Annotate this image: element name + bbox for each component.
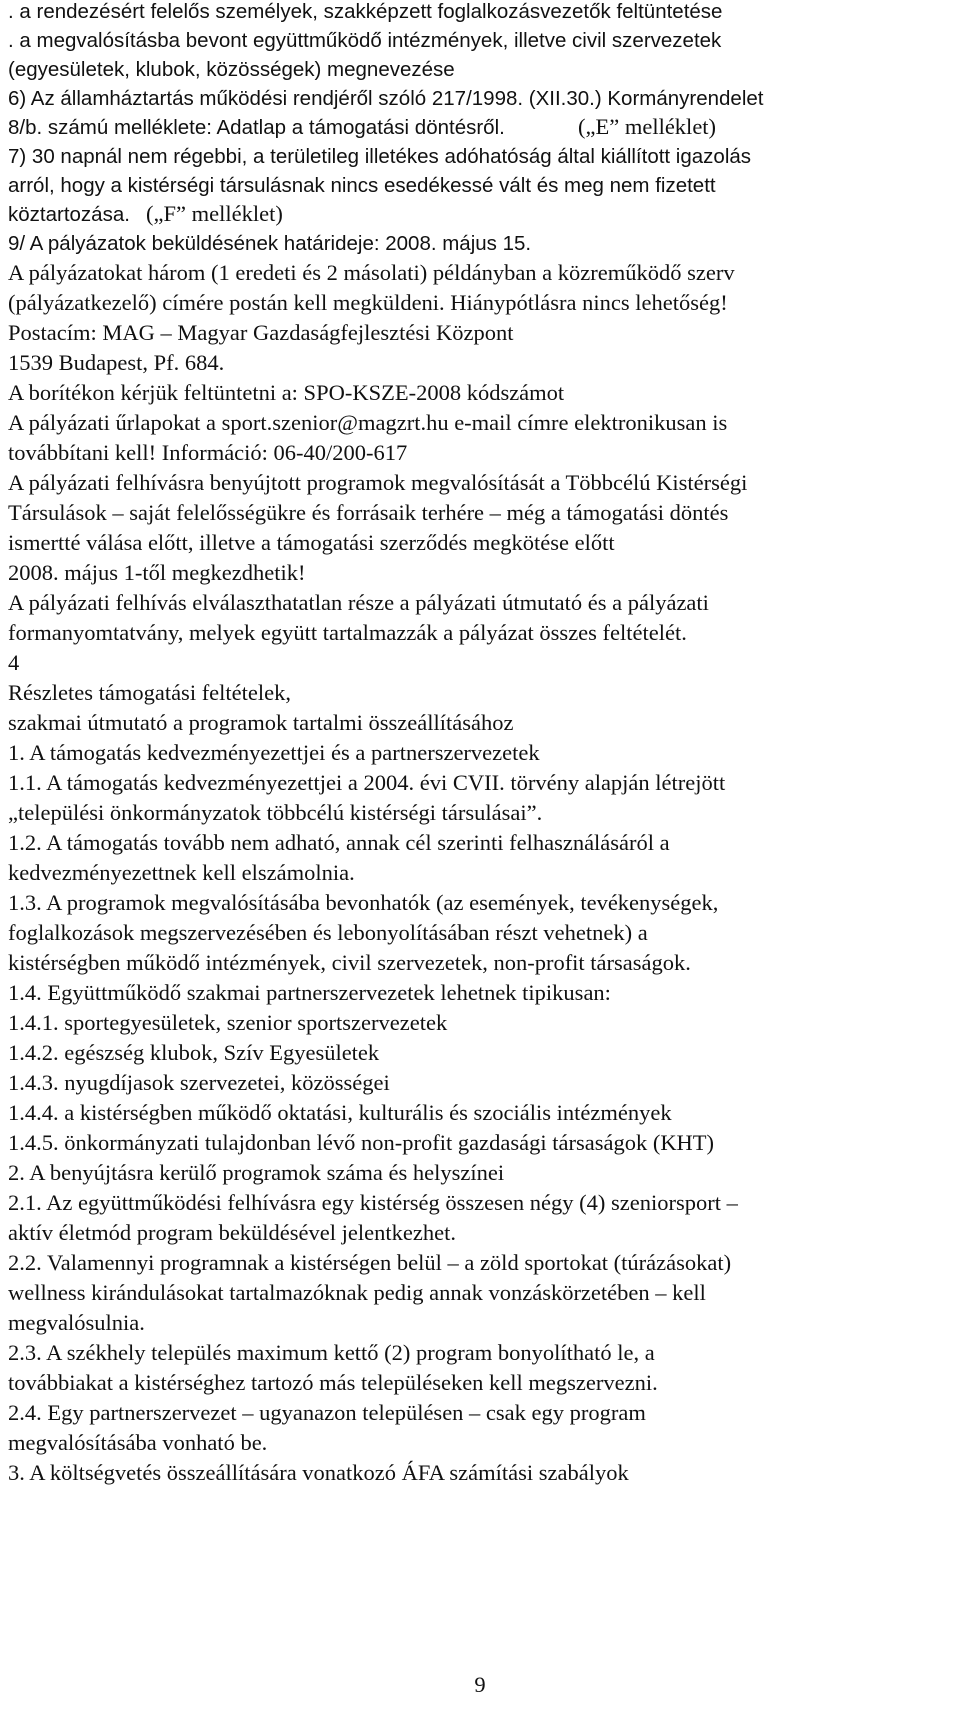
text-line: Postacím: MAG – Magyar Gazdaságfejlesztési Központ xyxy=(8,320,514,345)
text-line: (egyesületek, klubok, közösségek) megnevezése xyxy=(8,58,455,81)
text-line: aktív életmód program beküldésével jelentkezhet. xyxy=(8,1220,456,1245)
text-line: 2.2. Valamennyi programnak a kistérségen belül – a zöld sportokat (túrázásokat) xyxy=(8,1250,732,1275)
text-line: 1.1. A támogatás kedvezményezettjei a 2004. évi CVII. törvény alapján létrejött xyxy=(8,770,726,795)
text-line: 1.4.3. nyugdíjasok szervezetei, közösségei xyxy=(8,1070,390,1095)
text-line: köztartozása. xyxy=(8,203,130,226)
text-line: . a rendezésért felelős személyek, szakképzett foglalkozásvezetők feltüntetése xyxy=(8,0,723,23)
text-line: 2.3. A székhely település maximum kettő (2) program bonyolítható le, a xyxy=(8,1340,655,1365)
text-line: (pályázatkezelő) címére postán kell megküldeni. Hiánypótlásra nincs lehetőség! xyxy=(8,290,728,315)
text-line: 9/ A pályázatok beküldésének határideje: 2008. május 15. xyxy=(8,232,532,255)
text-line: 1.4.1. sportegyesületek, szenior sportszervezetek xyxy=(8,1010,448,1035)
text-line: 2.4. Egy partnerszervezet – ugyanazon településen – csak egy program xyxy=(8,1400,646,1425)
text-line: 2.1. Az együttműködési felhívásra egy kistérség összesen négy (4) szeniorsport – xyxy=(8,1190,738,1215)
text-line: A pályázatokat három (1 eredeti és 2 másolati) példányban a közreműködő szerv xyxy=(8,260,735,285)
text-line: formanyomtatvány, melyek együtt tartalmazzák a pályázat összes feltételét. xyxy=(8,620,687,645)
text-line: A borítékon kérjük feltüntetni a: SPO-KSZE-2008 kódszámot xyxy=(8,380,565,405)
text-line: („F” melléklet) xyxy=(146,201,283,226)
text-line: 1.4.5. önkormányzati tulajdonban lévő non-profit gazdasági társaságok (KHT) xyxy=(8,1130,715,1155)
page-number: 9 xyxy=(474,1672,486,1697)
text-line: („E” melléklet) xyxy=(578,114,717,139)
text-line: foglalkozások megszervezésében és lebonyolításában részt vehetnek) a xyxy=(8,920,648,945)
text-line: A pályázati felhívásra benyújtott programok megvalósítását a Többcélú Kistérségi xyxy=(8,470,748,495)
text-line: arról, hogy a kistérségi társulásnak nincs esedékessé vált és meg nem fizetett xyxy=(8,174,716,197)
text-line: 1.2. A támogatás tovább nem adható, annak cél szerinti felhasználásáról a xyxy=(8,830,670,855)
text-line: 2. A benyújtásra kerülő programok száma és helyszínei xyxy=(8,1160,505,1185)
text-line: kedvezményezettnek kell elszámolnia. xyxy=(8,860,355,885)
text-line: 1.4.2. egészség klubok, Szív Egyesületek xyxy=(8,1040,380,1065)
text-line: A pályázati felhívás elválaszthatatlan része a pályázati útmutató és a pályázati xyxy=(8,590,709,615)
text-line: 3. A költségvetés összeállítására vonatkozó ÁFA számítási szabályok xyxy=(8,1460,629,1485)
text-line: 1.3. A programok megvalósításába bevonhatók (az események, tevékenységek, xyxy=(8,890,719,915)
text-line: 8/b. számú melléklete: Adatlap a támogatási döntésről. xyxy=(8,116,505,139)
text-line: megvalósításába vonható be. xyxy=(8,1430,268,1455)
text-line: 1. A támogatás kedvezményezettjei és a partnerszervezetek xyxy=(8,740,540,765)
text-line: 7) 30 napnál nem régebbi, a területileg illetékes adóhatóság által kiállított igazolás xyxy=(8,145,752,168)
text-line: Társulások – saját felelősségükre és forrásaik terhére – még a támogatási döntés xyxy=(8,500,729,525)
text-line: . a megvalósításba bevont együttműködő intézmények, illetve civil szervezetek xyxy=(8,29,722,52)
text-line: megvalósulnia. xyxy=(8,1310,145,1335)
text-line: továbbiakat a kistérséghez tartozó más településeken kell megszervezni. xyxy=(8,1370,658,1395)
section-heading: szakmai útmutató a programok tartalmi összeállításához xyxy=(8,710,514,735)
text-line: „települési önkormányzatok többcélú kistérségi társulásai”. xyxy=(8,800,543,825)
text-line: továbbítani kell! Információ: 06-40/200-617 xyxy=(8,440,408,465)
section-heading: Részletes támogatási feltételek, xyxy=(8,680,292,705)
text-line: 1.4. Együttműködő szakmai partnerszervezetek lehetnek tipikusan: xyxy=(8,980,611,1005)
text-line: wellness kirándulásokat tartalmazóknak pedig annak vonzáskörzetében – kell xyxy=(8,1280,706,1305)
text-line: 1.4.4. a kistérségben működő oktatási, kulturális és szociális intézmények xyxy=(8,1100,672,1125)
text-line: ismertté válása előtt, illetve a támogatási szerződés megkötése előtt xyxy=(8,530,615,555)
text-line: 1539 Budapest, Pf. 684. xyxy=(8,350,225,375)
text-line: 6) Az államháztartás működési rendjéről szóló 217/1998. (XII.30.) Kormányrendelet xyxy=(8,87,764,110)
section-number: 4 xyxy=(8,650,20,675)
text-line: A pályázati űrlapokat a sport.szenior@magzrt.hu e-mail címre elektronikusan is xyxy=(8,410,728,435)
text-line: 2008. május 1-től megkezdhetik! xyxy=(8,560,306,585)
text-line: kistérségben működő intézmények, civil szervezetek, non-profit társaságok. xyxy=(8,950,691,975)
